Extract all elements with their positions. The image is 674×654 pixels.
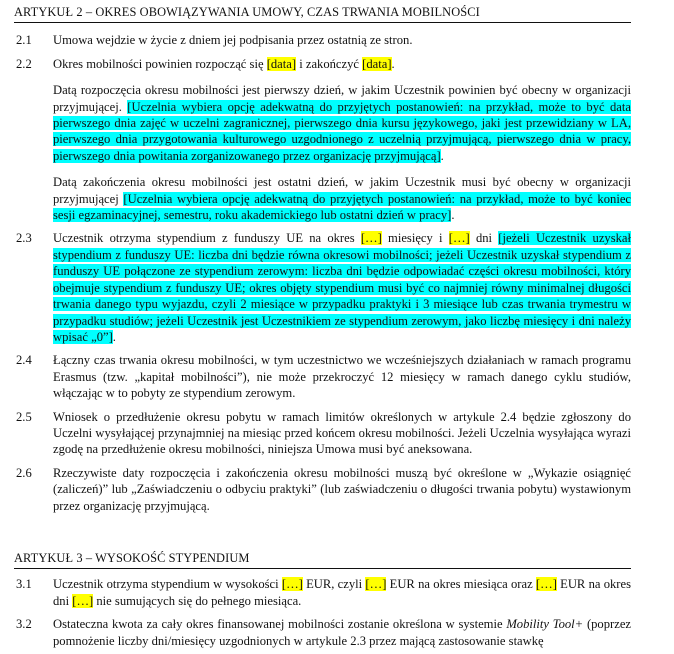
end-date-paragraph bbox=[53, 174, 631, 223]
text-run: Okres mobilności powinien rozpocząć się bbox=[53, 56, 267, 71]
text-run: miesięcy i bbox=[381, 231, 449, 246]
clause-2-4 bbox=[14, 352, 631, 401]
text-run: . bbox=[391, 56, 395, 71]
placeholder-end-date: [data] bbox=[362, 56, 392, 71]
text-run: . bbox=[112, 329, 116, 344]
clause-number: 3.2 bbox=[16, 617, 32, 632]
placeholder-start-date: [data] bbox=[266, 56, 297, 71]
clause-2-2 bbox=[14, 56, 631, 224]
clause-text bbox=[53, 576, 631, 609]
text-run: Datą zakończenia okresu mobilności jest ostatni dzień, w jakim Uczestnik musi być obecny w organizacji przyjmującej bbox=[53, 175, 631, 206]
text-run: EUR na okres dni bbox=[53, 577, 631, 608]
text-run: i zakończyć bbox=[296, 56, 363, 71]
text-run: dni bbox=[469, 231, 499, 246]
text-run: Datą rozpoczęcia okresu mobilności jest pierwszy dzień, w jakim Uczestnik powinien być obecny w organizacji przyjmującej. bbox=[53, 83, 631, 114]
instruction-highlight: [jeżeli Uczestnik uzyskał stypendium z funduszy UE: liczba dni będzie równa okresowi mobilności; jeżeli Uczestnik uzyskał stypendium z funduszy UE połączone ze stypendium zerowym: liczba dni będzie odpowiadać części okresu mobilności, który obejmuje stypendium z funduszy UE; okres objęty stypendium musi być co najmniej równy minimalnej długości trwania danego typu wyjazdu, czyli 2 miesiące w przypadku praktyki i 3 miesiące lub czas trwania trymestru w przypadku studiów; jeżeli Uczestnik jest Uczestnikiem ze stypendium zerowym, jako liczbę miesięcy i dni należy wpisać „0”] bbox=[53, 231, 631, 344]
article-3-heading: ARTYKUŁ 3 – WYSOKOŚĆ STYPENDIUM bbox=[14, 550, 631, 569]
clause-2-1 bbox=[14, 32, 631, 48]
placeholder-months: […] bbox=[360, 231, 382, 246]
clause-2-5 bbox=[14, 409, 631, 458]
placeholder-monthly-amount: […] bbox=[365, 577, 387, 592]
text-run: Uczestnik otrzyma stypendium w wysokości bbox=[53, 577, 282, 592]
clause-3-2 bbox=[14, 616, 631, 649]
text-run: . bbox=[440, 148, 444, 163]
instruction-highlight: [Uczelnia wybiera opcję adekwatną do przyjętych postanowień: na przykład, może to być koniec sesji egzaminacyjnej, semestru, roku akademickiego lub ostatni dzień w pracy] bbox=[53, 191, 631, 223]
clause-number: 2.1 bbox=[16, 33, 32, 48]
text-run: Uczestnik otrzyma stypendium z funduszy UE na okres bbox=[53, 231, 361, 246]
text-run: EUR na okres miesiąca oraz bbox=[386, 577, 536, 592]
placeholder-total-amount: […] bbox=[281, 577, 303, 592]
clause-2-3 bbox=[14, 230, 631, 345]
text-run: (poprzez pomnożenie liczby dni/miesięcy uzgodnionych w artykule 2.3 przez mającą zastosowanie stawkę bbox=[53, 617, 631, 648]
clause-number: 2.3 bbox=[16, 231, 32, 246]
text-run: nie sumujących się do pełnego miesiąca. bbox=[93, 593, 302, 608]
mobility-tool-name: Mobility Tool+ bbox=[506, 617, 584, 632]
clause-3-1 bbox=[14, 576, 631, 609]
article-2-heading: ARTYKUŁ 2 – OKRES OBOWIĄZYWANIA UMOWY, CZAS TRWANIA MOBILNOŚCI bbox=[14, 4, 631, 23]
clause-number: 2.6 bbox=[16, 465, 32, 480]
clause-text bbox=[53, 616, 631, 649]
instruction-highlight: [Uczelnia wybiera opcję adekwatną do przyjętych postanowień: na przykład, może to być data pierwszego dnia zajęć w uczelni zagranicznej, pierwszego dnia kursu językowego, jaki jest przewidziany w LA, pierwszego dnia przygotowania kulturowego uzgodnionego z uczelnią przyjmującą, pierwszego dnia w pracy, pierwszego dnia powitania zorganizowanego przez organizację przyjmującą] bbox=[53, 99, 631, 163]
clause-text: Umowa wejdzie w życie z dniem jej podpisania przez ostatnią ze stron. bbox=[53, 33, 413, 48]
clause-number: 2.4 bbox=[16, 353, 32, 368]
clause-number: 3.1 bbox=[16, 577, 32, 592]
document-page bbox=[14, 0, 631, 649]
text-run: Ostateczna kwota za cały okres finansowanej mobilności zostanie określona w systemie bbox=[53, 617, 507, 632]
clause-text: Łączny czas trwania okresu mobilności, w tym uczestnictwo we wcześniejszych działaniach w ramach programu Erasmus (tzw. „kapitał mobilności”), nie może przekroczyć 12 miesięcy w ramach danego cyklu studiów, włączając w to pobyty ze stypendium zerowym. bbox=[53, 353, 631, 401]
text-run: EUR, czyli bbox=[302, 577, 366, 592]
clause-number: 2.2 bbox=[16, 56, 32, 71]
clause-text: Rzeczywiste daty rozpoczęcia i zakończenia okresu mobilności muszą być określone w „Wykazie osiągnięć (zaliczeń)” lub „Zaświadczeniu o odbyciu praktyki” (lub zaświadczeniu o długości trwania pobytu) wystawionym przez organizację przyjmującą. bbox=[53, 465, 631, 513]
text-run: . bbox=[451, 208, 455, 223]
clause-text: Wniosek o przedłużenie okresu pobytu w ramach limitów określonych w artykule 2.4 będzie zgłoszony do Uczelni wysyłającej przynajmniej na miesiąc przed końcem okresu mobilności. Jeżeli Uczelnia wysyłająca wyrazi zgodę na przedłużenie okresu mobilności, niniejsza Umowa musi być aneksowana. bbox=[53, 409, 631, 457]
clause-text bbox=[53, 230, 631, 345]
clause-number: 2.5 bbox=[16, 409, 32, 424]
clause-text bbox=[53, 56, 631, 72]
placeholder-days: […] bbox=[448, 231, 470, 246]
clause-2-6 bbox=[14, 465, 631, 514]
start-date-paragraph bbox=[53, 82, 631, 164]
placeholder-daily-amount: […] bbox=[535, 577, 557, 592]
placeholder-days-count: […] bbox=[72, 593, 94, 608]
